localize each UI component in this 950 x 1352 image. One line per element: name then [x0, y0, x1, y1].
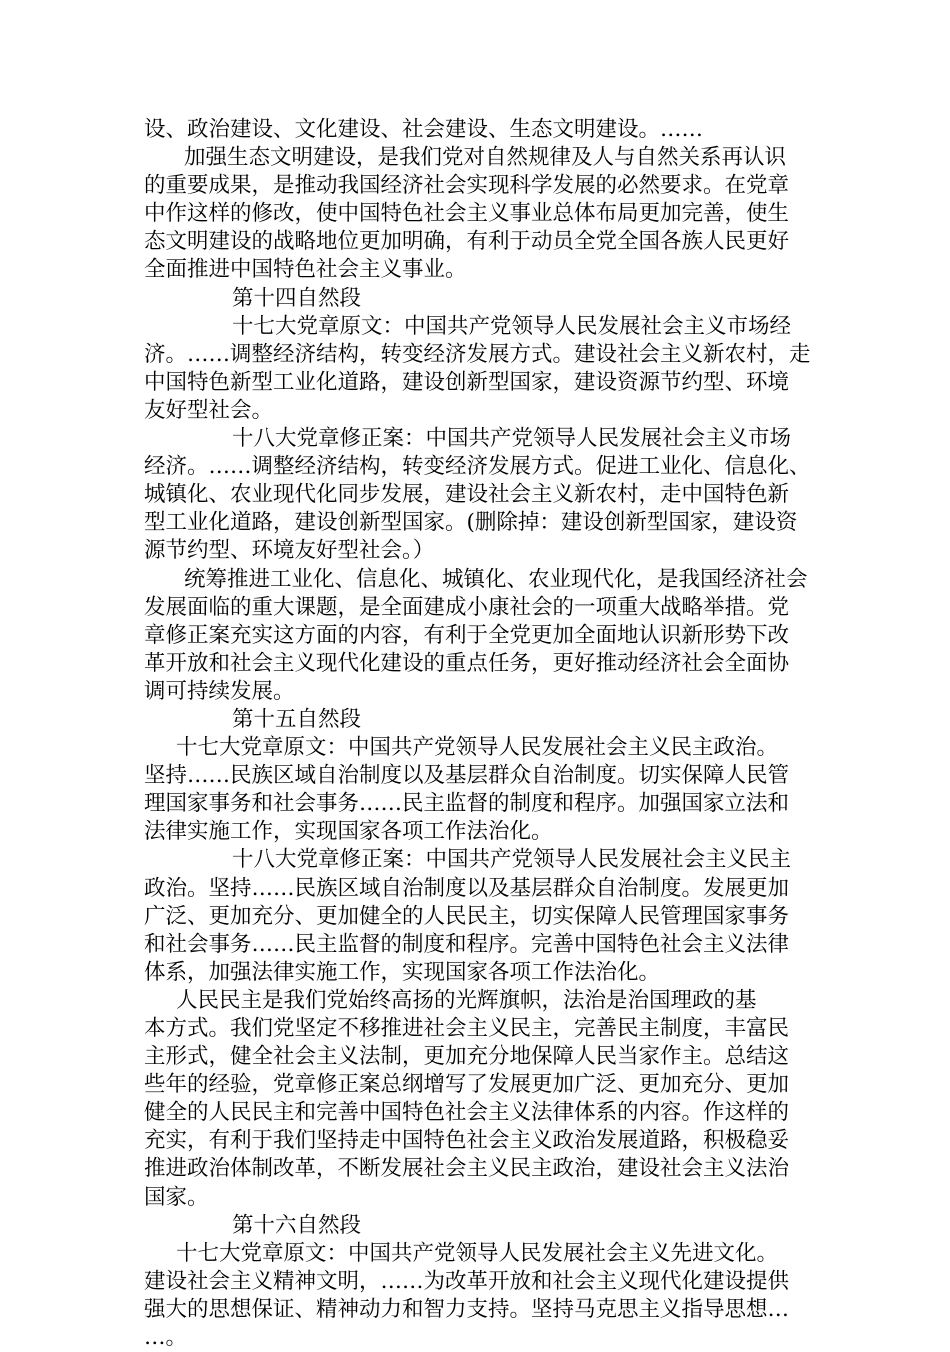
heading-text: 第十五自然段 [232, 706, 362, 732]
text-line: 和社会事务……民主监督的制度和程序。完善中国特色社会主义法律 [144, 931, 790, 957]
text-line: 健全的人民民主和完善中国特色社会主义法律体系的内容。作这样的 [144, 1100, 790, 1126]
text-line: 革开放和社会主义现代化建设的重点任务，更好推动经济社会全面协 [144, 650, 790, 676]
text-line: 人民民主是我们党始终高扬的光辉旗帜，法治是治国理政的基 [176, 987, 757, 1013]
text-line: 理国家事务和社会事务……民主监督的制度和程序。加强国家立法和 [144, 791, 790, 817]
text-line: 设、政治建设、文化建设、社会建设、生态文明建设。…… [144, 117, 704, 142]
text-line: 强大的思想保证、精神动力和智力支持。坚持马克思主义指导思想… [144, 1296, 790, 1322]
text-line: 发展面临的重大课题，是全面建成小康社会的一项重大战略举措。党 [144, 594, 790, 620]
paragraph [144, 144, 812, 284]
text-line: 建设社会主义精神文明，……为改革开放和社会主义现代化建设提供 [144, 1268, 790, 1294]
text-line: 调可持续发展。 [144, 678, 295, 704]
text-line: 型工业化道路，建设创新型国家。(删除掉：建设创新型国家，建设资 [144, 510, 798, 536]
text-line: 中国特色新型工业化道路，建设创新型国家，建设资源节约型、环境 [144, 369, 790, 395]
text-line: 友好型社会。 [144, 397, 274, 423]
paragraph [144, 846, 812, 986]
text-line: 济。……调整经济结构，转变经济发展方式。建设社会主义新农村，走 [144, 341, 811, 367]
document-page [144, 116, 812, 1352]
text-line: 全面推进中国特色社会主义事业。 [144, 257, 467, 283]
text-line: 推进政治体制改革，不断发展社会主义民主政治，建设社会主义法治 [144, 1156, 790, 1182]
text-line: 十七大党章原文：中国共产党领导人民发展社会主义市场经 [232, 313, 792, 339]
text-line: 体系，加强法律实施工作，实现国家各项工作法治化。 [144, 959, 661, 985]
text-line: 国家。 [144, 1184, 209, 1210]
text-line: 章修正案充实这方面的内容，有利于全党更加全面地认识新形势下改 [144, 622, 790, 648]
text-line: 政治。坚持……民族区域自治制度以及基层群众自治制度。发展更加 [144, 875, 790, 901]
text-line: 态文明建设的战略地位更加明确，有利于动员全党全国各族人民更好 [144, 229, 790, 255]
paragraph [144, 566, 812, 706]
text-line: 十七大党章原文：中国共产党领导人民发展社会主义民主政治。 [176, 735, 779, 761]
text-line: 些年的经验，党章修正案总纲增写了发展更加广泛、更加充分、更加 [144, 1072, 790, 1098]
paragraph [144, 313, 812, 425]
section-heading [144, 285, 812, 313]
text-line: 坚持……民族区域自治制度以及基层群众自治制度。切实保障人民管 [144, 763, 790, 789]
text-line: 十八大党章修正案：中国共产党领导人民发展社会主义市场 [232, 426, 792, 452]
paragraph [144, 1240, 812, 1352]
paragraph [144, 987, 812, 1212]
text-line: 法律实施工作，实现国家各项工作法治化。 [144, 819, 553, 845]
text-line: 中作这样的修改，使中国特色社会主义事业总体布局更加完善，使生 [144, 201, 790, 227]
paragraph [144, 116, 812, 144]
text-line: 十八大党章修正案：中国共产党领导人民发展社会主义民主 [232, 847, 792, 873]
text-line: 充实，有利于我们坚持走中国特色社会主义政治发展道路，积极稳妥 [144, 1128, 790, 1154]
heading-text: 第十六自然段 [232, 1212, 362, 1238]
text-line: …。 [144, 1325, 188, 1351]
text-line: 源节约型、环境友好型社会。） [144, 538, 435, 564]
paragraph [144, 734, 812, 846]
text-line: 加强生态文明建设，是我们党对自然规律及人与自然关系再认识 [184, 145, 787, 171]
section-heading [144, 706, 812, 734]
text-line: 广泛、更加充分、更加健全的人民民主，切实保障人民管理国家事务 [144, 903, 790, 929]
text-line: 主形式，健全社会主义法制，更加充分地保障人民当家作主。总结这 [144, 1044, 790, 1070]
text-line: 本方式。我们党坚定不移推进社会主义民主，完善民主制度，丰富民 [144, 1016, 790, 1041]
text-line: 统筹推进工业化、信息化、城镇化、农业现代化，是我国经济社会 [184, 566, 808, 592]
section-heading [144, 1212, 812, 1240]
text-line: 十七大党章原文：中国共产党领导人民发展社会主义先进文化。 [176, 1240, 779, 1266]
paragraph [144, 425, 812, 565]
text-line: 城镇化、农业现代化同步发展，建设社会主义新农村，走中国特色新 [144, 482, 790, 508]
text-line: 的重要成果，是推动我国经济社会实现科学发展的必然要求。在党章 [144, 173, 790, 199]
text-line: 经济。……调整经济结构，转变经济发展方式。促进工业化、信息化、 [144, 454, 811, 480]
heading-text: 第十四自然段 [232, 285, 362, 311]
